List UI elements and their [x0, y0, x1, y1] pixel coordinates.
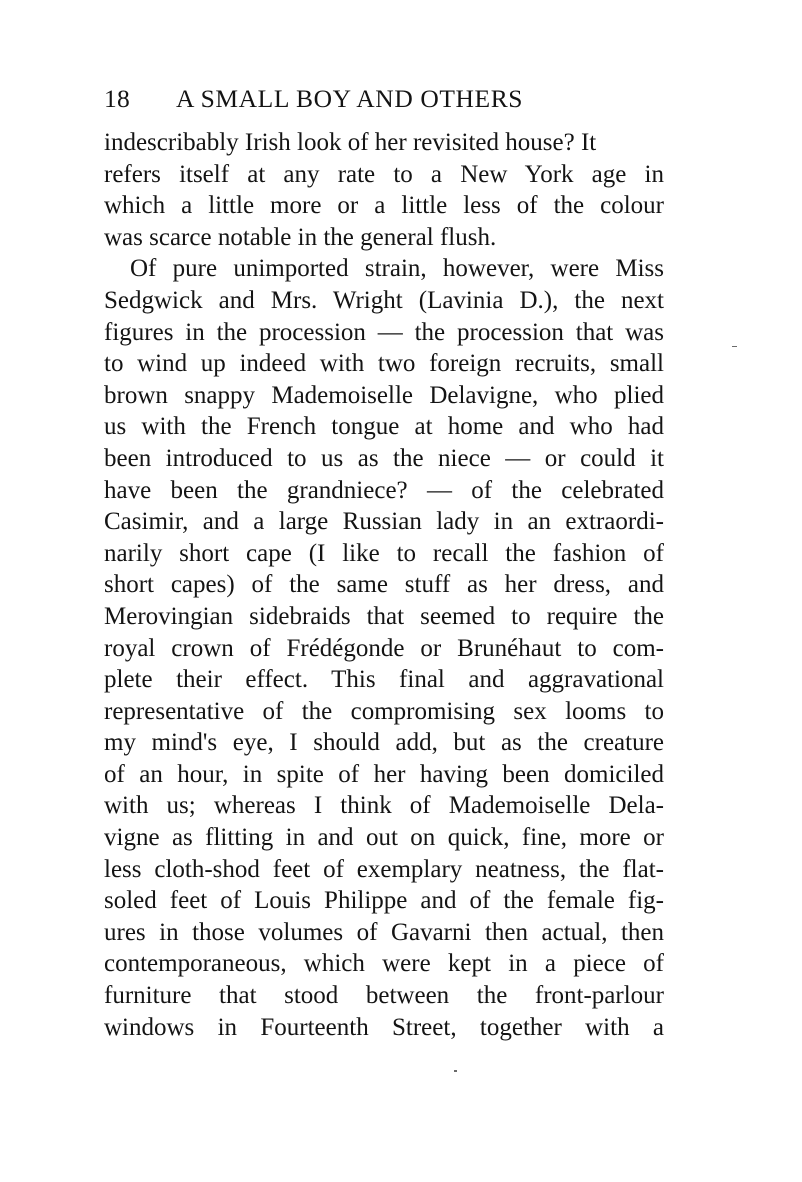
text-line: ures in those volumes of Gavarni then actual, then	[104, 918, 664, 946]
text-line: royal crown of Frédégonde or Brunéhaut to com-	[104, 634, 664, 662]
text-line: which a little more or a little less of the colour	[104, 192, 664, 220]
text-line: plete their effect. This final and aggravational	[104, 666, 664, 694]
text-line: was scarce notable in the general flush.	[104, 223, 497, 251]
text-line: brown snappy Mademoiselle Delavigne, who plied	[104, 381, 664, 409]
body-text	[104, 127, 664, 1043]
page-number: 18	[104, 84, 131, 113]
text-line: refers itself at any rate to a New York age in	[104, 160, 664, 188]
text-line: to wind up indeed with two foreign recruits, small	[104, 350, 664, 378]
text-line: my mind's eye, I should add, but as the creature	[104, 729, 664, 757]
text-line: been introduced to us as the niece — or could it	[104, 444, 664, 472]
text-line: Of pure unimported strain, however, were Miss	[130, 255, 664, 283]
text-line: with us; whereas I think of Mademoiselle Dela-	[104, 792, 664, 820]
running-title: A SMALL BOY AND OTHERS	[176, 84, 524, 113]
text-line: less cloth-shod feet of exemplary neatness, the flat-	[104, 855, 664, 883]
text-line: figures in the procession — the procession that was	[104, 318, 664, 346]
text-line: representative of the compromising sex looms to	[104, 697, 664, 725]
text-line: us with the French tongue at home and who had	[104, 413, 664, 441]
text-line: short capes) of the same stuff as her dress, and	[104, 571, 664, 599]
margin-mark	[732, 346, 737, 347]
scan-speck	[454, 1070, 457, 1072]
text-line: Merovingian sidebraids that seemed to require the	[104, 602, 664, 630]
text-line: of an hour, in spite of her having been domiciled	[104, 760, 664, 788]
text-line: indescribably Irish look of her revisited house? It	[104, 129, 597, 156]
text-line: contemporaneous, which were kept in a piece of	[104, 950, 664, 978]
text-line: Sedgwick and Mrs. Wright (Lavinia D.), the next	[104, 286, 664, 314]
text-line: narily short cape (I like to recall the fashion of	[104, 539, 664, 567]
running-head	[104, 82, 664, 116]
text-line: windows in Fourteenth Street, together with a	[104, 1013, 664, 1041]
text-line: have been the grandniece? — of the celebrated	[104, 476, 664, 504]
text-line: vigne as flitting in and out on quick, fine, more or	[104, 824, 664, 852]
text-line: furniture that stood between the front-parlour	[104, 982, 664, 1010]
text-line: soled feet of Louis Philippe and of the female fig-	[104, 887, 664, 915]
text-line: Casimir, and a large Russian lady in an extraordi-	[104, 508, 664, 536]
